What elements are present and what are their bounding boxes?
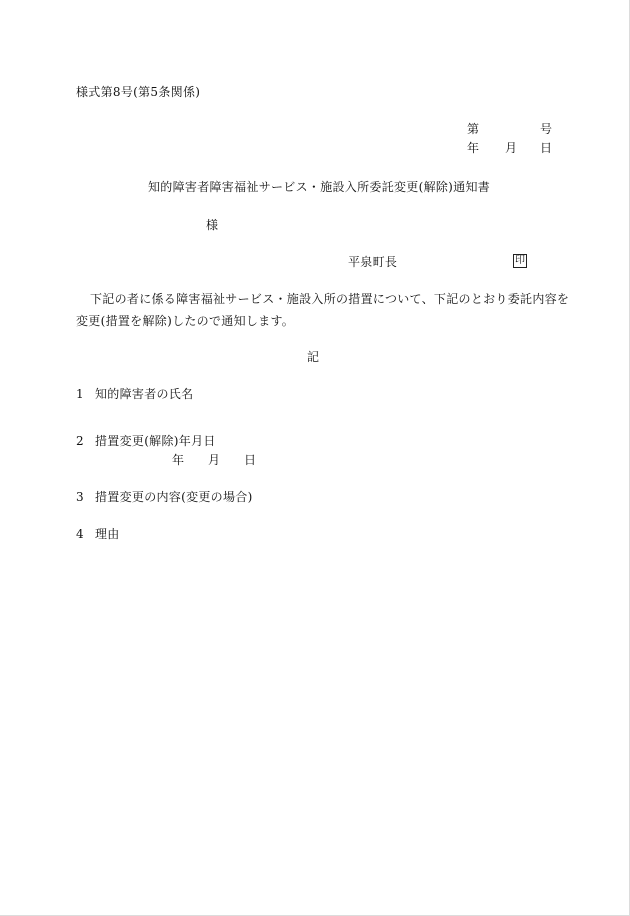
item-2-number: 2 xyxy=(76,434,84,448)
issuer-name: 平泉町長 xyxy=(348,255,398,269)
item-4-number: 4 xyxy=(76,527,84,541)
document-title: 知的障害者障害福祉サービス・施設入所委託変更(解除)通知書 xyxy=(148,180,491,194)
item-2-label: 措置変更(解除)年月日 xyxy=(95,434,216,448)
body-line-2: 変更(措置を解除)したので通知します。 xyxy=(76,314,295,328)
item-2-day-label: 日 xyxy=(244,453,257,467)
date-year-label: 年 xyxy=(467,141,480,155)
seal-mark: 印 xyxy=(515,255,525,266)
date-month-label: 月 xyxy=(505,141,518,155)
item-2-month-label: 月 xyxy=(208,453,221,467)
item-3-label: 措置変更の内容(変更の場合) xyxy=(95,490,253,504)
doc-number-dai: 第 xyxy=(467,122,480,136)
recipient-suffix: 様 xyxy=(206,218,219,232)
item-4-label: 理由 xyxy=(95,527,120,541)
doc-number-go: 号 xyxy=(540,122,553,136)
item-1-label: 知的障害者の氏名 xyxy=(95,387,194,401)
form-label: 様式第8号(第5条関係) xyxy=(76,85,201,99)
body-line-1: 下記の者に係る障害福祉サービス・施設入所の措置について、下記のとおり委託内容を xyxy=(90,292,570,306)
date-day-label: 日 xyxy=(540,141,553,155)
item-1-number: 1 xyxy=(76,387,84,401)
item-3-number: 3 xyxy=(76,490,84,504)
ki-heading: 記 xyxy=(307,350,320,364)
item-2-year-label: 年 xyxy=(172,453,185,467)
